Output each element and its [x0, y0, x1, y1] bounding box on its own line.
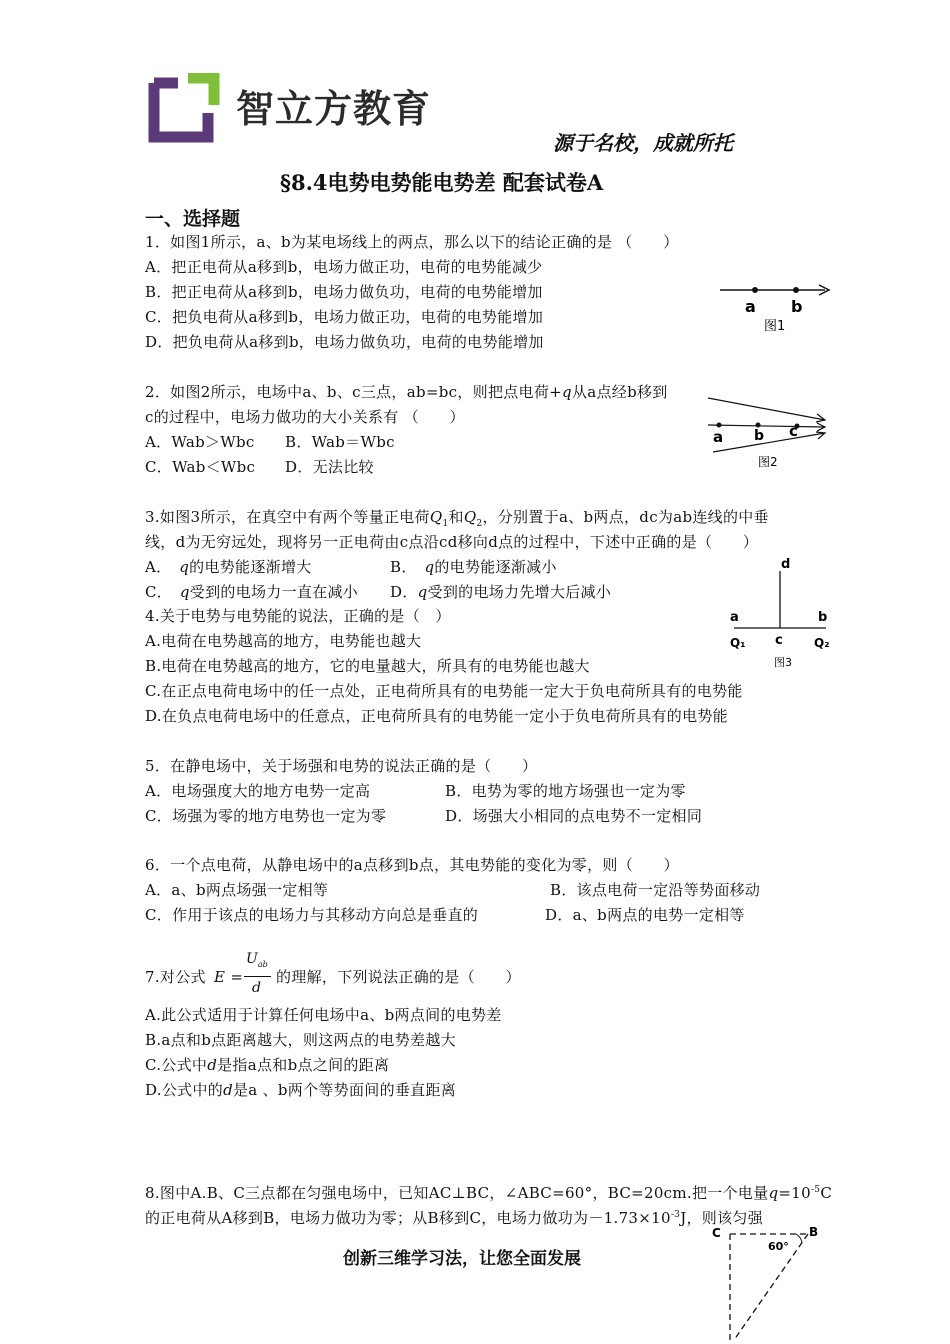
q6-option-d: D．a、b两点的电势一定相等: [545, 906, 745, 924]
fig3-label-a: a: [730, 610, 739, 625]
fig3-label-d: d: [781, 557, 791, 572]
fig1-caption: 图1: [764, 319, 786, 334]
q2-stem-line2: c的过程中，电场力做功的大小关系有 （ ）: [145, 408, 465, 426]
q5-stem: 5．在静电场中，关于场强和电势的说法正确的是（ ）: [145, 757, 538, 775]
q7-option-d: D.公式中的d是a 、b两个等势面间的垂直距离: [145, 1081, 457, 1099]
q1-option-c: C．把负电荷从a移到b，电场力做正功，电荷的电势能增加: [145, 308, 544, 326]
fig2-label-a: a: [713, 428, 724, 446]
q1-option-d: D．把负电荷从a移到b，电场力做负功，电荷的电势能增加: [145, 333, 544, 351]
fig8-label-angle: 60°: [768, 1240, 789, 1253]
fig2-label-c: c: [789, 422, 798, 440]
fig3-label-q1: Q₁: [730, 636, 746, 650]
q1-option-a: A．把正电荷从a移到b，电场力做正功，电荷的电势能减少: [145, 258, 543, 276]
formula-denominator: d: [252, 980, 261, 996]
q2-option-b: B．Wab＝Wbc: [285, 433, 395, 451]
q1-stem: 1．如图1所示，a、b为某电场线上的两点，那么以下的结论正确的是 （ ）: [145, 233, 679, 251]
fig2-label-b: b: [754, 428, 765, 444]
section-heading: 一、选择题: [145, 208, 241, 230]
fig1-label-b: b: [791, 297, 803, 316]
fig3-label-b: b: [818, 610, 828, 625]
q7-option-b: B.a点和b点距离越大，则这两点的电势差越大: [145, 1031, 456, 1049]
q1-option-b: B．把正电荷从a移到b，电场力做负功，电荷的电势能增加: [145, 283, 543, 301]
formula-numerator: $U_{ab}$: [246, 951, 268, 969]
q3-stem-line2: 线，d为无穷远处，现将另一正电荷由c点沿cd移向d点的过程中，下述中正确的是（ ）: [145, 533, 759, 551]
q2-option-a: A．Wab＞Wbc: [145, 433, 255, 451]
q5-option-b: B．电势为零的地方场强也一定为零: [445, 782, 686, 800]
slogan: 源于名校，成就所托: [553, 131, 733, 155]
q2-stem-line1: 2．如图2所示，电场中a、b、c三点，ab=bc，则把点电荷+q从a点经b移到: [145, 383, 668, 401]
q7-stem-pre: 7.对公式: [145, 968, 206, 986]
q3-option-d: D．q受到的电场力先增大后减小: [390, 583, 612, 601]
q4-option-d: D.在负点电荷电场中的任意点，正电荷所具有的电势能一定小于负电荷所具有的电势能: [145, 707, 728, 725]
q7-option-a: A.此公式适用于计算任何电场中a、b两点间的电势差: [145, 1006, 502, 1024]
fig2-caption: 图2: [758, 455, 778, 469]
q8-line2: 的正电荷从A移到B，电场力做功为零；从B移到C，电场力做功为$-1.73\times 10^{-3}J$，则该匀强: [145, 1209, 764, 1227]
q5-option-c: C．场强为零的地方电势也一定为零: [145, 807, 387, 825]
fig3-label-q2: Q₂: [814, 636, 830, 650]
fig3-label-c: c: [775, 633, 783, 648]
q3-option-a: A． q的电势能逐渐增大: [145, 558, 312, 576]
q7-option-c: C.公式中d是指a点和b点之间的距离: [145, 1056, 390, 1074]
q2-option-d: D．无法比较: [285, 458, 374, 476]
figure-1: [715, 278, 835, 338]
q5-option-a: A．电场强度大的地方电势一定高: [145, 782, 371, 800]
q3-option-c: C． q受到的电场力一直在减小: [145, 583, 359, 601]
q4-option-a: A.电荷在电势越高的地方，电势能也越大: [145, 632, 422, 650]
q6-stem: 6．一个点电荷，从静电场中的a点移到b点，其电势能的变化为零，则（ ）: [145, 856, 679, 874]
figure-3: [722, 555, 840, 675]
footer-slogan: 创新三维学习法，让您全面发展: [343, 1249, 581, 1269]
q6-option-b: B．该点电荷一定沿等势面移动: [550, 881, 761, 899]
q7-stem-post: 的理解，下列说法正确的是（ ）: [276, 968, 521, 986]
fig8-label-b: B: [809, 1225, 819, 1239]
page-title: §8.4电势电势能电势差 配套试卷A: [280, 170, 604, 195]
figure-8: [708, 1222, 828, 1344]
q4-stem: 4.关于电势与电势能的说法，正确的是（ ）: [145, 607, 451, 625]
q6-option-c: C．作用于该点的电场力与其移动方向总是垂直的: [145, 906, 479, 924]
q3-stem-line1: 3.如图3所示，在真空中有两个等量正电荷$Q_1$和$Q_2$，分别置于a、b两点，dc为ab连线的中垂: [145, 508, 769, 529]
brand-logo-icon: [148, 73, 224, 143]
fig3-caption: 图3: [774, 656, 792, 669]
q6-option-a: A．a、b两点场强一定相等: [145, 881, 329, 899]
q2-option-c: C．Wab＜Wbc: [145, 458, 256, 476]
figure-2: [703, 390, 833, 470]
q8-line1: 8.图中A.B、C三点都在匀强电场中，已知AC⊥BC，∠ABC=60°，BC=20cm.把一个电量$q=10^{-5}C$: [145, 1184, 833, 1202]
q5-option-d: D．场强大小相同的点电势不一定相同: [445, 807, 703, 825]
brand-name: 智立方教育: [236, 87, 432, 131]
q3-option-b: B． q的电势能逐渐减小: [390, 558, 557, 576]
fig8-label-c: C: [712, 1226, 721, 1240]
q4-option-b: B.电荷在电势越高的地方，它的电量越大，所具有的电势能也越大: [145, 657, 590, 675]
formula-bar: [244, 976, 271, 977]
q4-option-c: C.在正点电荷电场中的任一点处，正电荷所具有的电势能一定大于负电荷所具有的电势能: [145, 682, 743, 700]
formula-lhs: E =: [214, 968, 244, 986]
fig1-label-a: a: [745, 297, 756, 316]
